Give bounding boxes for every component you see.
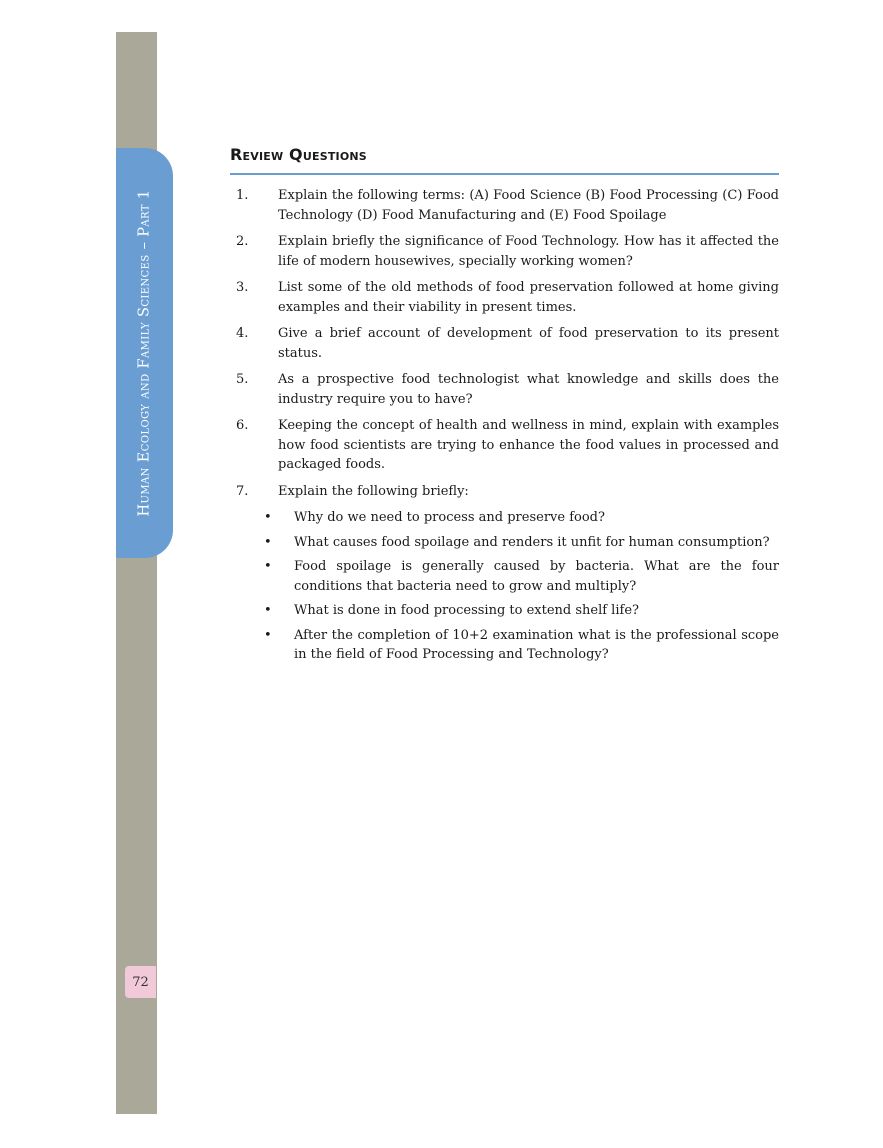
question-item [230,416,779,475]
sub-question-text: What is done in food processing to extend shelf life? [294,603,639,618]
running-title: Human Ecology and Family Sciences – Part 1 [136,189,153,517]
question-number: 2. [236,234,249,249]
question-list [230,186,779,670]
question-number: 5. [236,372,249,387]
question-number: 1. [236,188,249,203]
question-text: Explain the following terms: (A) Food Science (B) Food Processing (C) Food Technology (D) Food Manufacturing and (E) Food Spoilage [278,188,779,223]
question-item [230,482,779,502]
question-number: 6. [236,418,249,433]
question-number: 4. [236,326,249,341]
question-item [230,186,779,225]
sub-question-item [230,601,779,621]
question-text: Explain briefly the significance of Food Technology. How has it affected the life of modern housewives, specially working women? [278,234,779,269]
sub-question-list [230,508,779,665]
question-item [230,324,779,363]
question-text: Keeping the concept of health and wellness in mind, explain with examples how food scientists are trying to enhance the food values in processed and packaged foods. [278,418,779,472]
sub-question-text: Food spoilage is generally caused by bacteria. What are the four conditions that bacteria need to grow and multiply? [294,559,779,594]
question-text: List some of the old methods of food preservation followed at home giving examples and their viability in present times. [278,280,779,315]
question-text: Explain the following briefly: [278,483,469,499]
question-number: 3. [236,280,249,295]
question-item [230,370,779,409]
question-number: 7. [236,483,249,499]
sub-question-item [230,508,779,528]
sub-question-text: After the completion of 10+2 examination what is the professional scope in the field of Food Processing and Technology? [294,627,779,662]
sub-question-item [230,557,779,596]
page-number: 72 [125,966,156,998]
bullet-mark: • [264,510,272,525]
sub-question-item [230,626,779,665]
bullet-mark: • [264,534,272,550]
bullet-mark: • [264,603,272,618]
sub-question-text: Why do we need to process and preserve food? [294,510,605,525]
question-item [230,232,779,271]
section-heading: Review Questions [230,145,367,164]
bullet-mark: • [264,627,272,643]
sub-question-item [230,533,779,553]
question-text: Give a brief account of development of food preservation to its present status. [278,326,779,361]
running-title-container [116,148,173,558]
sub-question-text: What causes food spoilage and renders it unfit for human consumption? [294,534,770,550]
question-item [230,278,779,317]
bullet-mark: • [264,559,272,574]
question-text: As a prospective food technologist what knowledge and skills does the industry require you to have? [278,372,779,407]
heading-rule [230,173,779,175]
